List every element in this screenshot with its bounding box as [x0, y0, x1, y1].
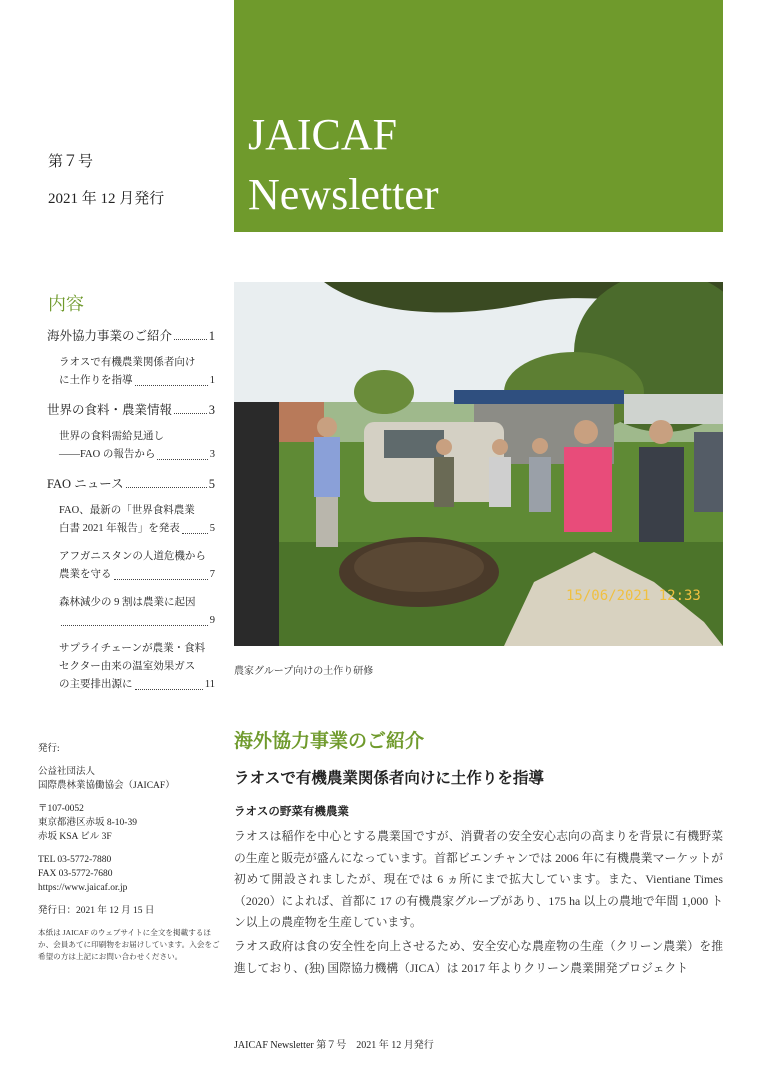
leader-dots [61, 625, 208, 626]
toc-subentry-line: サプライチェーンが農業・食料 [59, 643, 206, 654]
leader-dots [157, 459, 207, 460]
publisher-info [38, 742, 223, 963]
toc-title: 内容 [48, 294, 84, 314]
toc-subentry-line: に土作りを指導 [59, 375, 133, 386]
leader-dots [135, 689, 203, 690]
article-paragraph: ラオス政府は食の安全性を向上させるため、安全安心な農産物の生産（クリーン農業）を推進しており、(独) 国際協力機構（JICA）は 2017 年よりクリーン農業開発プロジェクト [234, 939, 723, 975]
toc-subentry[interactable] [59, 502, 215, 538]
issue-number: 第７号 [48, 154, 94, 170]
website-link[interactable]: https://www.jaicaf.or.jp [38, 883, 128, 893]
toc-subentry[interactable] [59, 640, 215, 694]
toc-subentry[interactable] [59, 428, 215, 464]
phone-number: TEL 03-5772-7880 [38, 855, 112, 865]
leader-dots [182, 533, 208, 534]
publisher-org-type: 公益社団法人 [38, 767, 96, 777]
toc-subentry-line: 森林減少の 9 割は農業に起因 [59, 597, 196, 608]
toc-entry-page: 3 [208, 403, 215, 417]
leader-dots [126, 487, 207, 488]
toc-subentry-line: セクター由来の温室効果ガス [59, 661, 196, 672]
toc-entry-label: FAO ニュース [47, 477, 124, 491]
toc-entry-page: 5 [208, 477, 215, 491]
toc-subentry[interactable] [59, 354, 215, 390]
toc-subentry-page: 5 [209, 523, 215, 534]
banner-title-line1: JAICAF [248, 110, 398, 159]
toc-subentry-page: 11 [204, 679, 215, 690]
address-line1: 東京都港区赤坂 8-10-39 [38, 818, 137, 828]
distribution-note: 本紙は JAICAF のウェブサイトに全文を掲載するほか、会員あてに印刷物をお届けしています。入会をご希望の方は上記にお問い合わせください。 [38, 928, 220, 961]
publisher-org-name: 国際農林業協働協会（JAICAF） [38, 781, 175, 791]
toc-subentry-page: 7 [209, 569, 215, 580]
training-photo [234, 282, 723, 646]
section-heading: 海外協力事業のご紹介 [234, 731, 425, 752]
toc-subentry-line: ラオスで有機農業関係者向け [59, 357, 196, 368]
toc-entry[interactable] [47, 400, 215, 418]
issue-date: 2021 年 12 月発行 [48, 191, 165, 207]
toc-subentry-line: 世界の食料需給見通し [59, 431, 164, 442]
toc-entry[interactable] [47, 474, 215, 492]
toc-entry-label: 世界の食料・農業情報 [47, 403, 173, 417]
toc-subentry-line: 白書 2021 年報告」を発表 [59, 523, 180, 534]
toc-subentry-line: ――FAO の報告から [59, 449, 156, 460]
postal-code: 〒107-0052 [38, 804, 84, 814]
toc-subentry-line: 農業を守る [59, 569, 112, 580]
photo-caption: 農家グループ向けの土作り研修 [234, 666, 374, 677]
toc-subentry[interactable] [59, 594, 215, 630]
page-footer: JAICAF Newsletter 第７号 2021 年 12 月発行 [234, 1040, 434, 1051]
newsletter-banner [234, 0, 723, 232]
article-title: ラオスで有機農業関係者向けに土作りを指導 [234, 769, 544, 787]
article-paragraph: ラオスは稲作を中心とする農業国ですが、消費者の安全安心志向の高まりを背景に有機野菜の生産と販売が盛んになっています。首都ビエンチャンでは 2006 年に有機農業マーケットが初めて開設されましたが、現在では 6 ヵ所にまで拡大しています。また、Vientiane Times（2020）によれば、首都に 17 の有機農家グループがあり、175 ha 以上の農地で年間 1,000 トン以上の農産物を生産しています。 [234, 829, 723, 929]
toc-subentry[interactable] [59, 548, 215, 584]
toc-subentry-line: アフガニスタンの人道危機から [59, 551, 206, 562]
toc-entry[interactable] [47, 326, 215, 344]
issue-date-full: 発行日：2021 年 12 月 15 日 [38, 906, 155, 916]
leader-dots [174, 413, 207, 414]
toc-entry-page: 1 [208, 329, 215, 343]
address-line2: 赤坂 KSA ビル 3F [38, 832, 112, 842]
banner-title-line2: Newsletter [248, 170, 439, 219]
toc-subentry-page: 9 [209, 615, 215, 626]
toc-subentry-page: 1 [209, 375, 215, 386]
publisher-label: 発行: [38, 744, 60, 754]
leader-dots [114, 579, 208, 580]
toc-entry-label: 海外協力事業のご紹介 [47, 329, 173, 343]
toc-subentry-page: 3 [209, 449, 215, 460]
toc-subentry-line: FAO、最新の「世界食料農業 [59, 505, 195, 516]
toc-subentry-line: の主要排出源に [59, 679, 133, 690]
leader-dots [135, 385, 208, 386]
article-subheading: ラオスの野菜有機農業 [234, 804, 349, 818]
fax-number: FAX 03-5772-7680 [38, 869, 113, 879]
leader-dots [174, 339, 207, 340]
photo-timestamp: 15/06/2021 12:33 [566, 588, 701, 604]
table-of-contents [47, 320, 215, 704]
